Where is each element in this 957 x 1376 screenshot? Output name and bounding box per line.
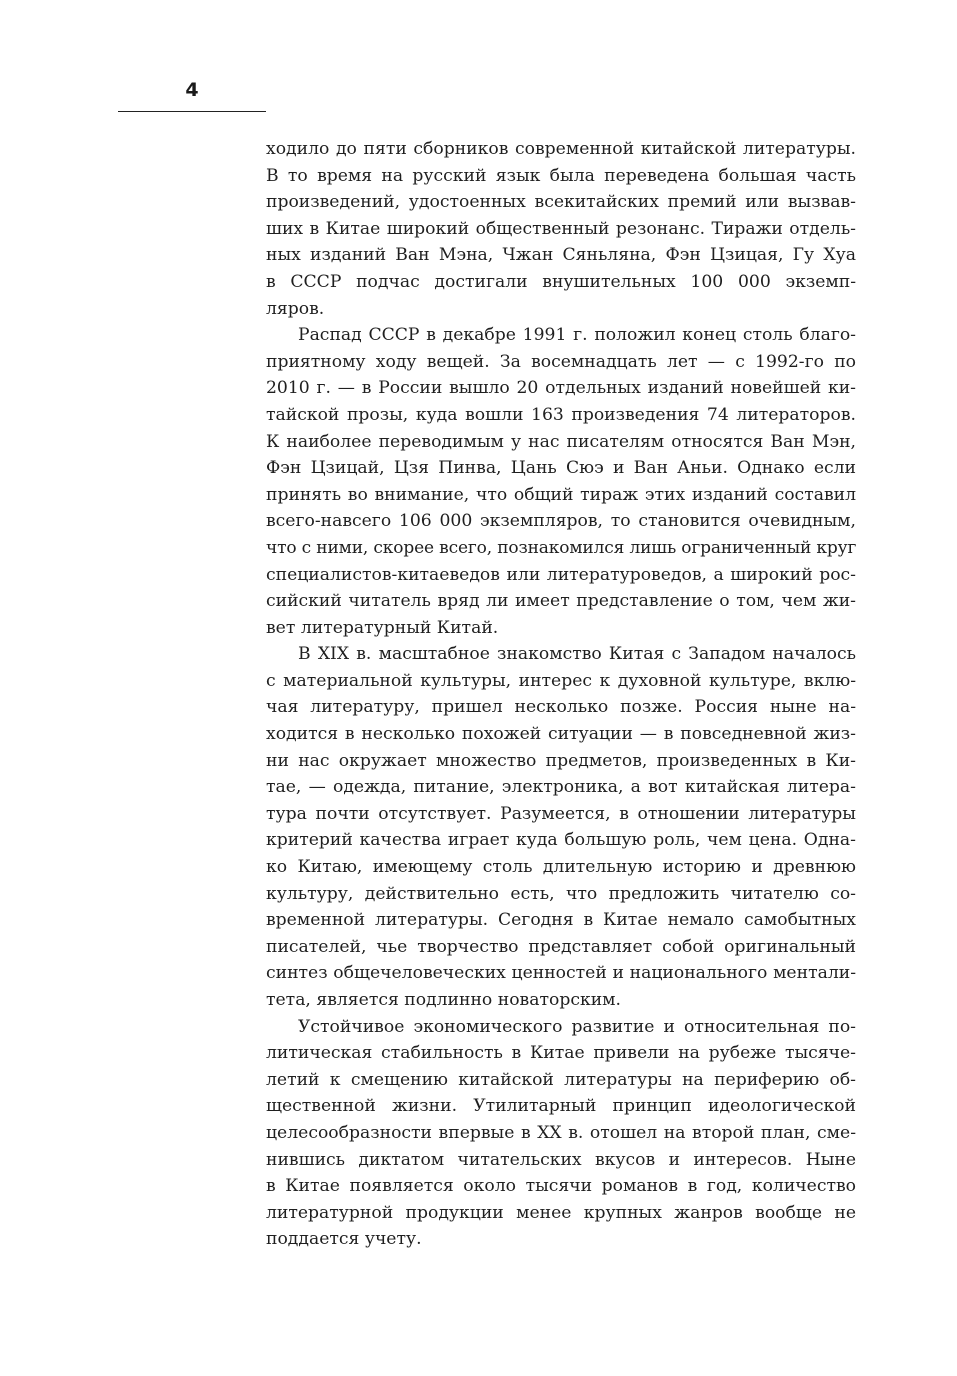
text-line: что с ними, скорее всего, познакомился лишь ограниченный круг: [266, 537, 857, 558]
text-line: 2010 г. — в России вышло 20 отдельных изданий новейшей ки-: [266, 378, 856, 399]
text-line: литературной продукции менее крупных жанров вообще не: [266, 1202, 856, 1223]
page-number: 4: [185, 79, 199, 101]
text-line: целесообразности впервые в XX в. отошел на второй план, сме-: [266, 1122, 856, 1143]
paragraph-1: [266, 136, 856, 322]
text-line: тайской прозы, куда вошли 163 произведения 74 литераторов.: [266, 404, 856, 425]
header-rule: [118, 111, 266, 112]
text-line: литическая стабильность в Китае привели на рубеже тысяче-: [266, 1043, 856, 1064]
text-line: ко Китаю, имеющему столь длительную историю и древнюю: [266, 857, 856, 878]
text-line: принять во внимание, что общий тираж этих изданий составил: [266, 484, 856, 505]
text-line: тае, — одежда, питание, электроника, а вот китайская литера-: [266, 777, 856, 798]
text-line: критерий качества играет куда большую роль, чем цена. Одна-: [266, 830, 856, 851]
text-line: тета, является подлинно новаторским.: [266, 990, 621, 1010]
text-line: в Китае появляется около тысячи романов в год, количество: [266, 1176, 856, 1197]
text-line: произведений, удостоенных всекитайских премий или вызвав-: [266, 192, 856, 213]
text-line: всего-навсего 106 000 экземпляров, то становится очевидным,: [266, 511, 856, 532]
text-line: ляров.: [266, 298, 325, 319]
text-line: временной литературы. Сегодня в Китае немало самобытных: [266, 910, 856, 931]
paragraph-4: [266, 1014, 856, 1253]
text-line: ни нас окружает множество предметов, произведенных в Ки-: [266, 750, 856, 771]
text-line: вет литературный Китай.: [266, 617, 499, 638]
text-line: Распад СССР в декабре 1991 г. положил конец столь благо-: [298, 325, 856, 346]
text-line: ших в Китае широкий общественный резонанс. Тиражи отдель-: [266, 218, 856, 239]
body-text: [266, 136, 856, 1253]
text-line: тура почти отсутствует. Разумеется, в отношении литературы: [266, 803, 856, 824]
text-line: сийский читатель вряд ли имеет представление о том, чем жи-: [266, 591, 856, 612]
text-line: поддается учету.: [266, 1229, 422, 1250]
text-line: культуру, действительно есть, что предложить читателю со-: [266, 883, 856, 904]
text-line: ходило до пяти сборников современной китайской литературы.: [266, 139, 856, 159]
text-line: К наиболее переводимым у нас писателям относятся Ван Мэн,: [266, 431, 856, 452]
text-line: писателей, чье творчество представляет собой оригинальный: [266, 936, 856, 957]
paragraph-3: [266, 641, 856, 1013]
text-line: ходится в несколько похожей ситуации — в повседневной жиз-: [266, 724, 856, 745]
text-line: в СССР подчас достигали внушительных 100 000 экземп-: [266, 271, 856, 292]
text-line: чая литературу, пришел несколько позже. Россия ныне на-: [266, 697, 856, 718]
text-line: В XIX в. масштабное знакомство Китая с Западом началось: [298, 644, 856, 665]
text-line: В то время на русский язык была переведена большая часть: [266, 165, 856, 186]
paragraph-2: [266, 322, 856, 641]
text-line: приятному ходу вещей. За восемнадцать лет — с 1992-го по: [266, 351, 856, 372]
text-line: Устойчивое экономического развитие и относительная по-: [298, 1016, 856, 1037]
text-line: с материальной культуры, интерес к духовной культуре, вклю-: [266, 670, 856, 691]
text-line: синтез общечеловеческих ценностей и национального ментали-: [266, 963, 856, 984]
text-line: щественной жизни. Утилитарный принцип идеологической: [266, 1096, 856, 1117]
text-line: специалистов-китаеведов или литературоведов, а широкий рос-: [266, 564, 856, 585]
text-line: нившись диктатом читательских вкусов и интересов. Ныне: [266, 1149, 856, 1170]
text-line: ных изданий Ван Мэна, Чжан Сяньляна, Фэн Цзицая, Гу Хуа: [266, 245, 856, 266]
text-line: Фэн Цзицай, Цзя Пинва, Цань Сюэ и Ван Аньи. Однако если: [266, 458, 856, 479]
text-line: летий к смещению китайской литературы на периферию об-: [266, 1069, 856, 1090]
